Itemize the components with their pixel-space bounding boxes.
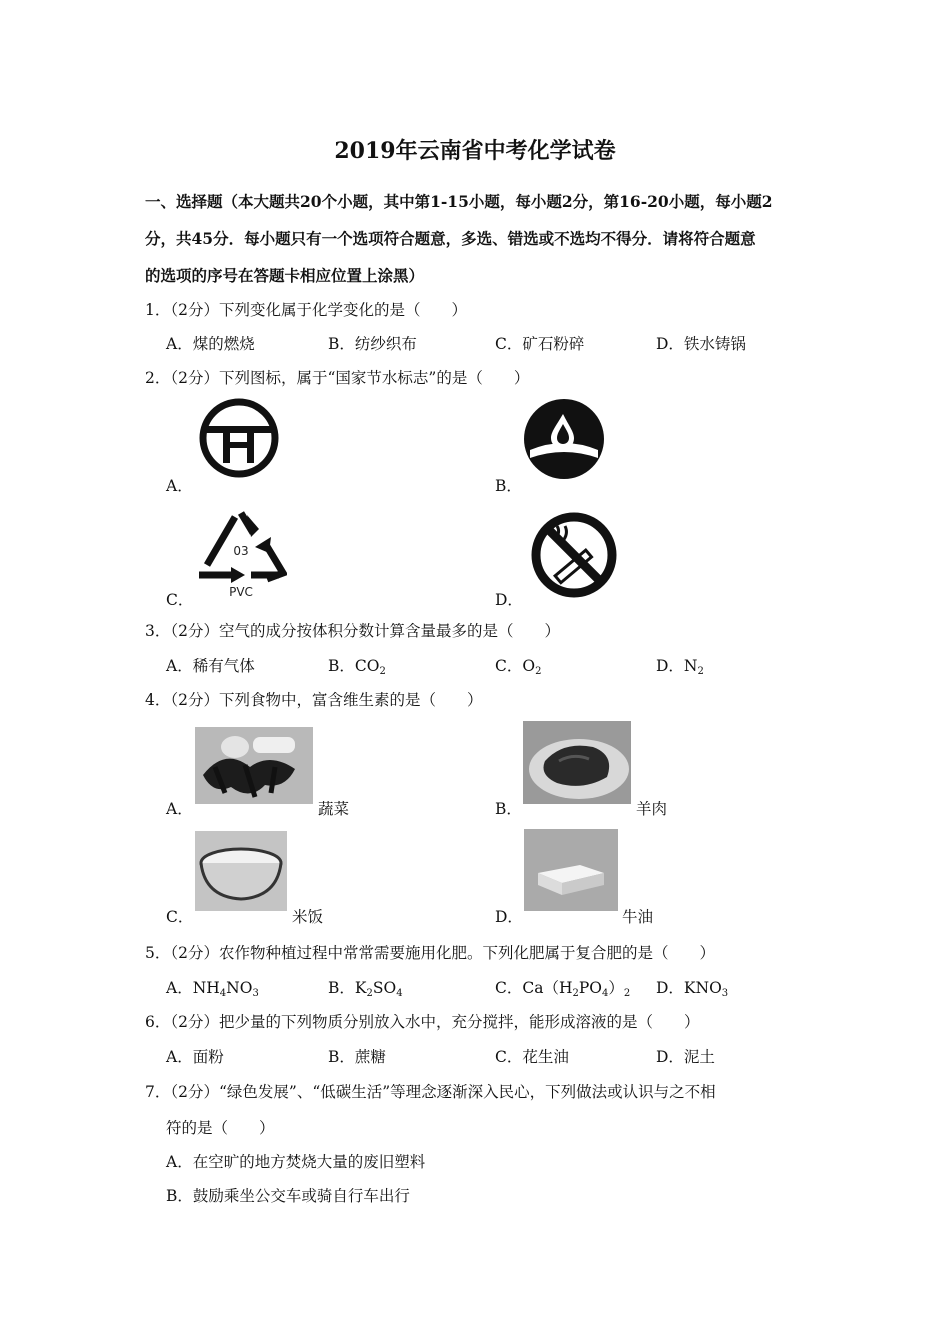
section-heading-line-1: 一、选择题（本大题共20个小题，其中第1-15小题，每小题2分，第16-20小题，每小题2 [145, 192, 773, 211]
q6-option-c: C．花生油 [495, 1048, 569, 1066]
section-heading-line-3: 的选项的序号在答题卡相应位置上涂黑） [145, 266, 425, 285]
q3-option-c: C．$O_2$ [495, 657, 542, 677]
question-6-stem: 6．（2分）把少量的下列物质分别放入水中，充分搅拌，能形成溶液的是（ ） [145, 1013, 700, 1031]
q4-label-c: 米饭 [292, 908, 324, 926]
recycle-code: 03 [233, 544, 249, 558]
no-smoking-icon [525, 512, 623, 598]
q5-option-b: B．$K_2SO_4$ [328, 979, 403, 999]
q2-option-b: B． [495, 477, 522, 495]
energy-label-icon [195, 397, 285, 481]
q4-option-b: B． [495, 800, 522, 818]
q1-option-c: C．矿石粉碎 [495, 335, 585, 353]
q3-option-d: D．$N_2$ [656, 657, 704, 677]
q6-option-d: D．泥土 [656, 1048, 715, 1066]
q4-option-a: A． [166, 800, 193, 818]
q7-option-a: A．在空旷的地方焚烧大量的废旧塑料 [166, 1153, 426, 1171]
q5-option-a: A．$NH_4NO_3$ [166, 979, 259, 999]
question-7-stem-line-1: 7．（2分）“绿色发展”、“低碳生活”等理念逐渐深入民心，下列做法或认识与之不相 [145, 1083, 716, 1101]
question-5-stem: 5．（2分）农作物种植过程中常常需要施用化肥。下列化肥属于复合肥的是（ ） [145, 944, 715, 962]
question-3-stem: 3．（2分）空气的成分按体积分数计算含量最多的是（ ） [145, 622, 560, 640]
mutton-photo [523, 721, 631, 804]
question-4-stem: 4．（2分）下列食物中，富含维生素的是（ ） [145, 691, 483, 709]
q7-option-b: B．鼓励乘坐公交车或骑自行车出行 [166, 1187, 410, 1205]
q6-option-a: A．面粉 [166, 1048, 224, 1066]
butter-photo [524, 829, 618, 911]
q6-option-b: B．蔗糖 [328, 1048, 386, 1066]
q3-option-b: B．$CO_2$ [328, 657, 386, 677]
q4-option-c: C． [166, 908, 194, 926]
q1-option-b: B．纺纱织布 [328, 335, 417, 353]
question-1-stem: 1．（2分）下列变化属于化学变化的是（ ） [145, 301, 467, 319]
page-title: 2019年云南省中考化学试卷 [334, 138, 616, 164]
rice-bowl-photo [195, 831, 287, 911]
question-7-stem-line-2: 符的是（ ） [166, 1119, 275, 1137]
q2-option-d: D． [495, 591, 523, 609]
question-2-stem: 2．（2分）下列图标，属于“国家节水标志”的是（ ） [145, 369, 530, 387]
q4-label-a: 蔬菜 [318, 800, 350, 818]
recycle-material: PVC [229, 585, 253, 599]
q5-option-c: C．$Ca(H_2PO_4)_2$ [495, 979, 631, 999]
q4-label-b: 羊肉 [636, 800, 668, 818]
recycle-pvc-icon [195, 507, 287, 599]
section-heading-line-2: 分，共45分．每小题只有一个选项符合题意，多选、错选或不选均不得分．请将符合题意 [145, 229, 756, 248]
q1-option-a: A．煤的燃烧 [166, 335, 255, 353]
q4-option-d: D． [495, 908, 523, 926]
q4-label-d: 牛油 [622, 908, 654, 926]
q2-option-c: C． [166, 591, 194, 609]
water-saving-icon [520, 398, 608, 480]
q3-option-a: A．稀有气体 [166, 657, 255, 675]
vegetables-photo [195, 727, 313, 804]
q2-option-a: A． [166, 477, 193, 495]
q5-option-d: D．$KNO_3$ [656, 979, 729, 999]
q1-option-d: D．铁水铸锅 [656, 335, 746, 353]
